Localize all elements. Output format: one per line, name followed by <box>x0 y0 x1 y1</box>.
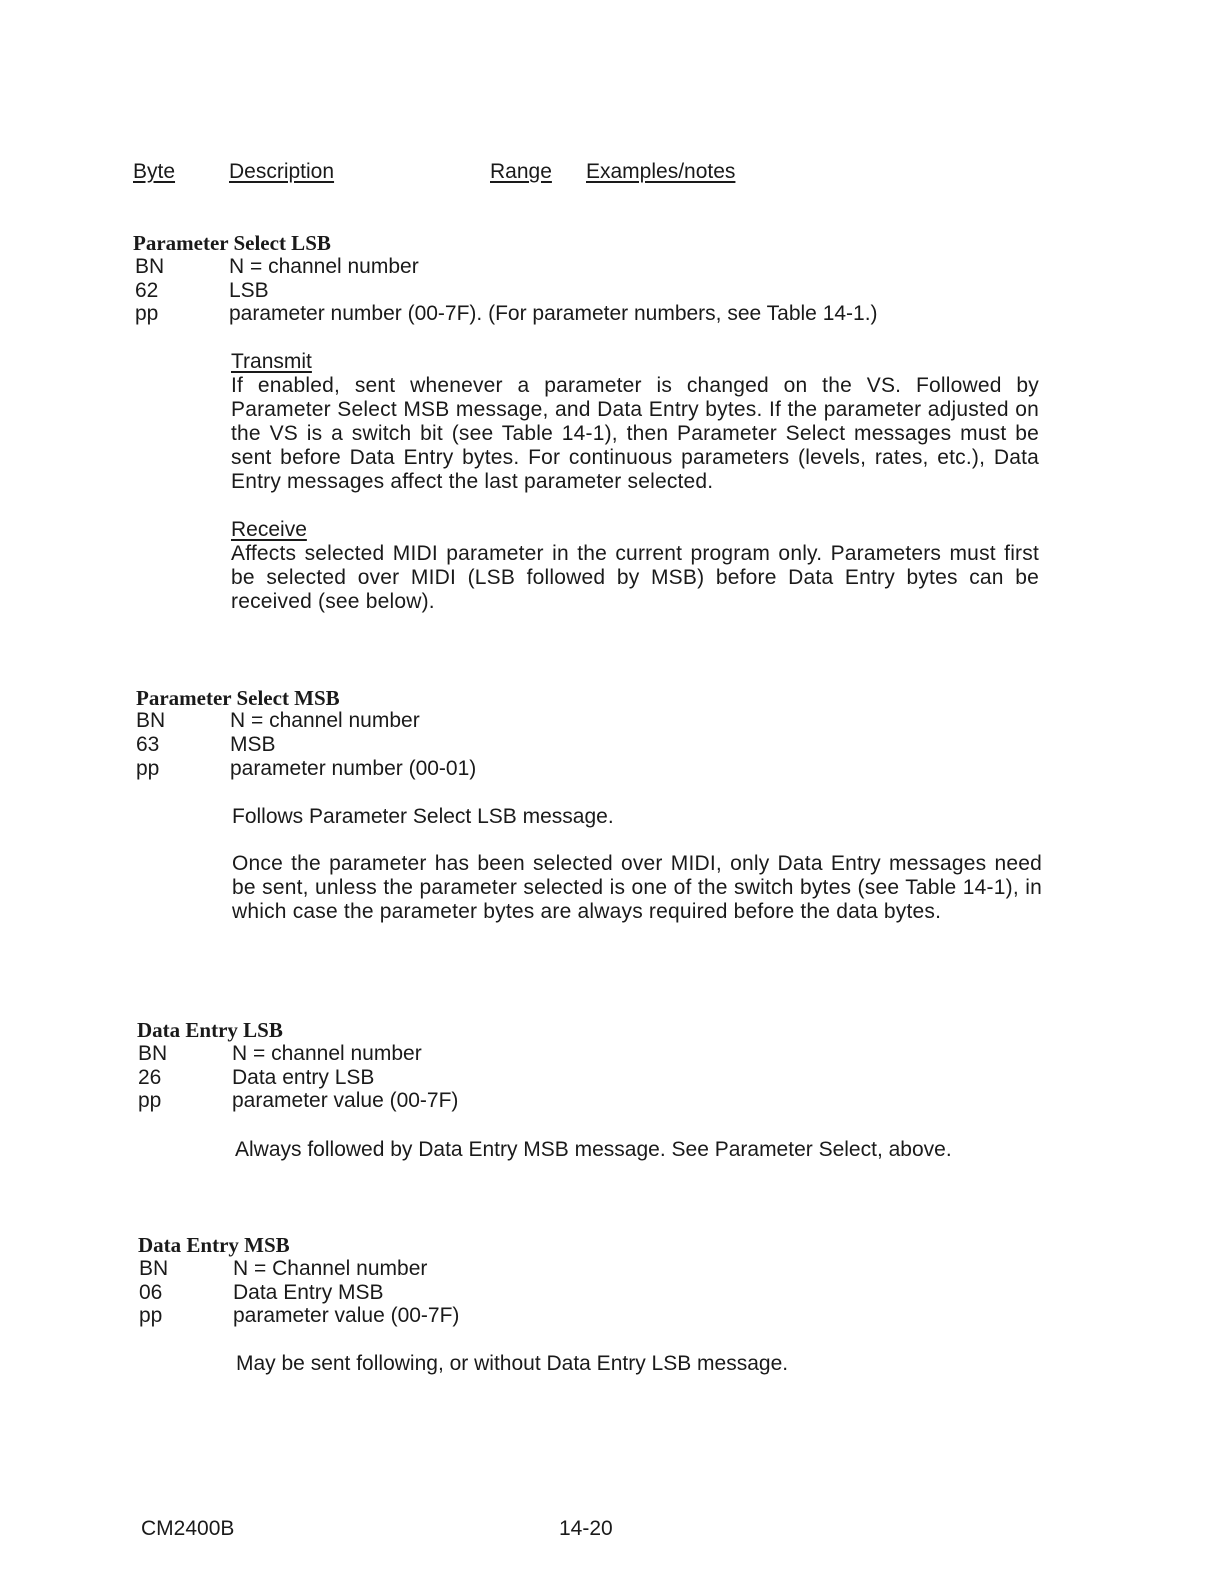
byte-code: BN <box>136 709 166 732</box>
note-text: Once the parameter has been selected over MIDI, only Data Entry messages need be sent, unless the parameter selected is one of the switch bytes (see Table 14-1), in which case the parameter bytes are always required before the data bytes. <box>232 852 1042 923</box>
byte-code: BN <box>138 1042 168 1065</box>
receive-label: Receive <box>231 518 307 541</box>
byte-description: parameter value (00-7F) <box>233 1304 460 1327</box>
byte-code: 62 <box>135 279 159 302</box>
section-title: Data Entry LSB <box>137 1018 283 1042</box>
byte-description: parameter number (00-7F). (For parameter numbers, see Table 14-1.) <box>229 302 878 325</box>
transmit-label: Transmit <box>231 350 312 373</box>
footer-doc-id: CM2400B <box>141 1517 235 1540</box>
byte-code: pp <box>136 757 160 780</box>
byte-description: LSB <box>229 279 269 302</box>
byte-code: 26 <box>138 1066 162 1089</box>
byte-description: N = channel number <box>232 1042 422 1065</box>
byte-description: Data Entry MSB <box>233 1281 384 1304</box>
receive-text: Affects selected MIDI parameter in the current program only. Parameters must first be selected over MIDI (LSB followed by MSB) before Data Entry bytes can be received (see below). <box>231 542 1039 613</box>
section-title: Parameter Select MSB <box>136 686 340 710</box>
section-title: Parameter Select LSB <box>133 231 331 255</box>
header-examples: Examples/notes <box>586 160 736 183</box>
footer-page-number: 14-20 <box>559 1517 613 1540</box>
transmit-text: If enabled, sent whenever a parameter is changed on the VS. Followed by Parameter Select MSB message, and Data Entry bytes. If the parameter adjusted on the VS is a switch bit (see Table 14-1), then Parameter Select messages must be sent before Data Entry bytes. For continuous parameters (levels, rates, etc.), Data Entry messages affect the last parameter selected. <box>231 374 1039 493</box>
byte-code: BN <box>135 255 165 278</box>
section-title: Data Entry MSB <box>138 1233 290 1257</box>
note-text: May be sent following, or without Data Entry LSB message. <box>236 1352 789 1375</box>
byte-code: pp <box>135 302 159 325</box>
byte-code: 06 <box>139 1281 163 1304</box>
header-byte: Byte <box>133 160 176 183</box>
header-description: Description <box>229 160 335 183</box>
byte-code: 63 <box>136 733 160 756</box>
byte-description: N = channel number <box>229 255 419 278</box>
byte-description: parameter value (00-7F) <box>232 1089 459 1112</box>
byte-description: parameter number (00-01) <box>230 757 477 780</box>
byte-code: pp <box>139 1304 163 1327</box>
note-text: Always followed by Data Entry MSB message. See Parameter Select, above. <box>235 1138 952 1161</box>
byte-description: N = Channel number <box>233 1257 428 1280</box>
byte-description: N = channel number <box>230 709 420 732</box>
byte-description: Data entry LSB <box>232 1066 375 1089</box>
byte-description: MSB <box>230 733 276 756</box>
byte-code: BN <box>139 1257 169 1280</box>
header-range: Range <box>490 160 552 183</box>
byte-code: pp <box>138 1089 162 1112</box>
note-text: Follows Parameter Select LSB message. <box>232 805 614 828</box>
